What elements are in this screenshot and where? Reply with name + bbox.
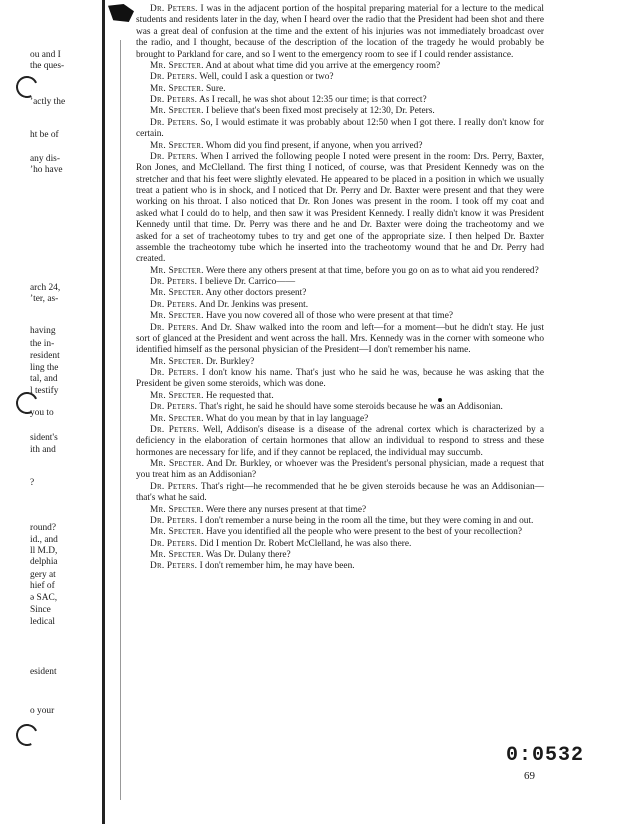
speech-text: When I arrived the following people I noted were present in the room: Drs. Perry, Baxter, Ron Jones, and McClelland. The first thing I noticed, of course, was that President Kennedy was on the stretcher and that his feet were slightly elevated. He appeared to be placed in a position in which we usually treat a patient who is in shock, and I noticed that Dr. Perry and Dr. Baxter were present and that they were working on his throat. I also noticed that Dr. Ron Jones was present in the room. I took off my coat and asked what I could do to help, and then saw it was President Kennedy. I really didn't know it was President Kennedy until that time. Dr. Perry was there and he and Dr. Baxter were doing the tracheotomy and we asked for a set of tracheotomy tubes to try and get one of the appropriate size. I then helped Dr. Baxter assemble the tracheotomy tube which he inserted into the tracheotomy wound that he and Dr. Perry had created. — [136, 151, 544, 265]
speaker-label: Dr. Peters. — [150, 322, 199, 333]
transcript-paragraph — [136, 425, 544, 459]
speaker-label: Dr. Peters. — [150, 72, 198, 83]
speaker-label: Mr. Specter. — [150, 356, 204, 367]
margin-fragment: ou and I — [30, 50, 61, 60]
transcript-paragraph — [136, 95, 544, 106]
speaker-label: Dr. Peters. — [150, 277, 198, 287]
speech-text: I believe Dr. Carrico—— — [199, 277, 296, 287]
speaker-label: Dr. Peters. — [150, 538, 198, 549]
margin-fragment: gery at — [30, 570, 56, 580]
transcript-paragraph — [136, 61, 544, 72]
speaker-label: Dr. Peters. — [150, 515, 198, 526]
speaker-label: Mr. Specter. — [150, 83, 204, 94]
speaker-label: Dr. Peters. — [150, 481, 198, 492]
speech-text: Was Dr. Dulany there? — [205, 550, 291, 560]
speaker-label: Mr. Specter. — [150, 550, 204, 560]
transcript-paragraph — [136, 550, 544, 561]
margin-fragment: o your — [30, 706, 55, 716]
margin-fragment: tal, and — [30, 374, 58, 384]
speech-text: And Dr. Burkley, or whoever was the President's personal physician, made a request that you treat him as an Addisonian? — [136, 459, 545, 481]
transcript-paragraph — [136, 300, 544, 311]
transcript-paragraph — [136, 561, 544, 572]
margin-fragment: ʼactly the — [30, 97, 66, 107]
left-margin-fragments — [0, 0, 104, 824]
transcript-paragraph — [136, 505, 544, 516]
transcript-paragraph — [136, 414, 544, 425]
ink-blot — [108, 4, 134, 22]
margin-fragment: sident's — [30, 433, 58, 443]
margin-fragment: id., and — [30, 535, 58, 545]
margin-fragment: hief of — [30, 581, 55, 591]
margin-fragment: esident — [30, 667, 57, 677]
speaker-label: Dr. Peters. — [150, 151, 198, 162]
margin-fragment: ? — [30, 478, 35, 488]
transcript-paragraph — [136, 391, 544, 402]
speech-text: I was in the adjacent portion of the hospital preparing material for a lecture to the medical students and residents later in the day, when I heard over the radio that the President had been shot and there was a great deal of confusion at the time and the extent of his injuries was not immediately broadcast over the radio, and I thought, because of the description of the location of the tragedy he would probably be brought to Parkland for care, and so I went to the emergency room to see if I could render assistance. — [136, 4, 544, 60]
speech-text: Have you identified all the people who were present to the best of your recollection? — [205, 527, 523, 538]
transcript-paragraph — [136, 4, 544, 61]
speaker-label: Mr. Specter. — [150, 390, 204, 401]
speaker-label: Mr. Specter. — [150, 288, 204, 299]
margin-fragment: ʼho have — [30, 165, 63, 175]
transcript-column — [136, 4, 544, 573]
speaker-label: Dr. Peters. — [150, 561, 198, 572]
transcript-paragraph — [136, 288, 544, 299]
speech-text: I don't remember him, he may have been. — [199, 561, 355, 572]
transcript-paragraph — [136, 84, 544, 95]
margin-fragment: ə SAC, — [30, 593, 58, 603]
margin-fragment: you to — [30, 408, 54, 418]
margin-fragment: ll M.D, — [30, 546, 58, 556]
speaker-label: Mr. Specter. — [150, 60, 204, 71]
margin-fragment: the ques- — [30, 61, 65, 71]
speaker-label: Mr. Specter. — [150, 459, 205, 469]
speech-text: Did I mention Dr. Robert McClelland, he was also there. — [199, 538, 412, 549]
speech-text: What do you mean by that in lay language? — [205, 413, 369, 424]
speaker-label: Mr. Specter. — [150, 311, 204, 322]
document-stamp: 0:0532 — [506, 744, 585, 767]
speaker-label: Dr. Peters. — [150, 95, 198, 105]
binding-fold-line — [102, 0, 105, 824]
speech-text: I don't remember a nurse being in the room all the time, but they were coming in and out. — [199, 515, 534, 526]
speaker-label: Mr. Specter. — [150, 527, 204, 538]
transcript-paragraph — [136, 516, 544, 527]
margin-fragment: ledical — [30, 617, 55, 627]
speaker-label: Mr. Specter. — [150, 265, 204, 276]
speech-text: Any other doctors present? — [205, 288, 307, 299]
transcript-paragraph — [136, 277, 544, 288]
margin-fragment: ʼter, as- — [30, 294, 59, 304]
margin-fragment: arch 24, — [30, 283, 61, 293]
speaker-label: Mr. Specter. — [150, 413, 204, 424]
transcript-paragraph — [136, 266, 544, 277]
speech-text: That's right, he said he should have some steroids because he was an Addisonian. — [199, 402, 503, 413]
speech-text: Were there any nurses present at that time? — [205, 504, 367, 515]
transcript-paragraph — [136, 152, 544, 266]
transcript-paragraph — [136, 311, 544, 322]
speech-text: That's right—he recommended that he be given steroids because he was an Addisonian—that's what he said. — [136, 481, 544, 504]
speech-text: I believe that's been fixed most precisely at 12:30, Dr. Peters. — [205, 106, 435, 117]
margin-fragment: delphia — [30, 557, 58, 567]
transcript-paragraph — [136, 106, 544, 117]
transcript-paragraph — [136, 402, 544, 413]
speech-text: Well, Addison's disease is a disease of the adrenal cortex which is characterized by a deficiency in the elaboration of certain hormones that allow an individual to respond to stress and these hormones are necessary for life, and if they cannot be replaced, the individual may succumb. — [136, 424, 544, 458]
speech-text: Well, could I ask a question or two? — [199, 72, 334, 83]
margin-fragment: having — [30, 326, 56, 336]
margin-fragment: ling the — [30, 363, 59, 373]
ink-dot — [438, 398, 442, 402]
speaker-label: Mr. Specter. — [150, 106, 204, 117]
transcript-paragraph — [136, 141, 544, 152]
speech-text: Have you now covered all of those who were present at that time? — [205, 311, 453, 322]
transcript-paragraph — [136, 539, 544, 550]
margin-fragment: Since — [30, 605, 51, 615]
margin-fragment: round? — [30, 523, 57, 533]
speech-text: And Dr. Jenkins was present. — [199, 299, 309, 310]
margin-fragment: resident — [30, 351, 60, 361]
speaker-label: Dr. Peters. — [150, 368, 199, 378]
speech-text: As I recall, he was shot about 12:35 our time; is that correct? — [199, 95, 427, 105]
margin-fragment: l testify — [30, 386, 59, 396]
transcript-paragraph — [136, 482, 544, 505]
margin-fragment: the in- — [30, 339, 55, 349]
speech-text: I don't know his name. That's just who he said he was, because he was asking that the President be given some steroids, which was done. — [136, 368, 544, 390]
column-edge-line — [120, 40, 121, 800]
transcript-paragraph — [136, 357, 544, 368]
speaker-label: Dr. Peters. — [150, 402, 198, 413]
page-number: 69 — [524, 770, 535, 782]
transcript-paragraph — [136, 72, 544, 83]
speaker-label: Dr. Peters. — [150, 117, 198, 128]
transcript-paragraph — [136, 118, 544, 141]
speaker-label: Mr. Specter. — [150, 504, 204, 515]
transcript-paragraph — [136, 459, 544, 482]
transcript-paragraph — [136, 527, 544, 538]
margin-fragment: ith and — [30, 445, 56, 455]
speaker-label: Dr. Peters. — [150, 4, 198, 14]
speaker-label: Dr. Peters. — [150, 299, 198, 310]
margin-fragment: ht be of — [30, 130, 59, 140]
transcript-paragraph — [136, 323, 544, 357]
speech-text: Sure. — [205, 83, 226, 94]
transcript-paragraph — [136, 368, 544, 391]
speech-text: Whom did you find present, if anyone, when you arrived? — [205, 140, 423, 151]
speech-text: And Dr. Shaw walked into the room and left—for a moment—but he didn't stay. He just sort of glanced at the President and went across the hall. Mrs. Kennedy was in the corner with someone who identified himself as the personal physician of the President—I don't remember his name. — [136, 322, 544, 356]
speech-text: Dr. Burkley? — [205, 356, 255, 367]
speech-text: Were there any others present at that time, before you go on as to what aid you rendered? — [205, 265, 539, 276]
speech-text: He requested that. — [205, 390, 274, 401]
speech-text: So, I would estimate it was probably about 12:50 when I got there. I really don't know for certain. — [136, 117, 544, 140]
speaker-label: Dr. Peters. — [150, 424, 200, 435]
speech-text: And at about what time did you arrive at the emergency room? — [205, 60, 441, 71]
speaker-label: Mr. Specter. — [150, 140, 204, 151]
margin-fragment: any dis- — [30, 154, 60, 164]
